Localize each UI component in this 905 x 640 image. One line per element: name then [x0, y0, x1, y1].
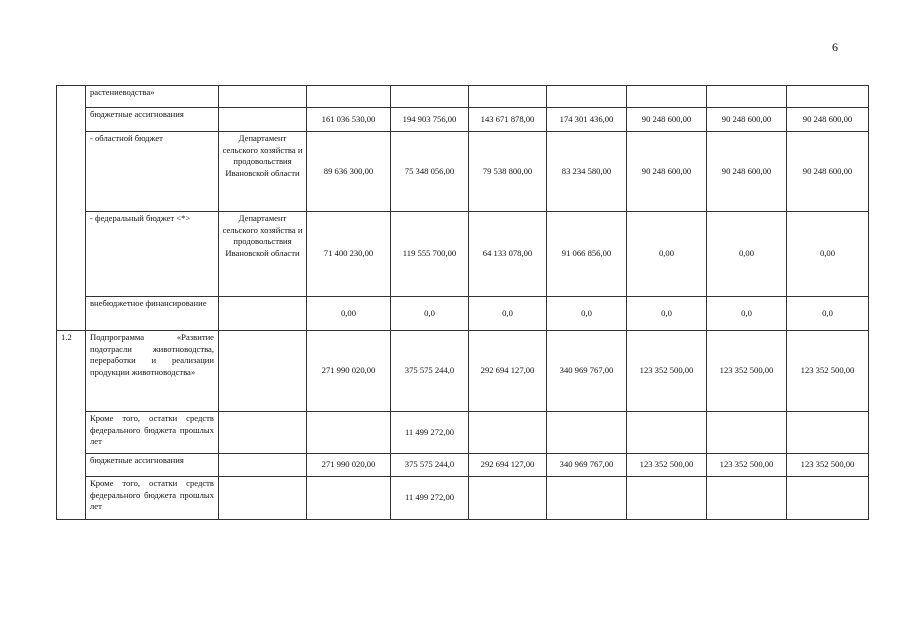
row-name: бюджетные ассигнования: [86, 454, 219, 477]
value-cell: 0,00: [787, 212, 869, 297]
value-cell: [627, 86, 707, 108]
value-cell: [787, 412, 869, 454]
value-cell: 90 248 600,00: [627, 108, 707, 132]
value-cell: [307, 477, 391, 520]
value-cell: 64 133 078,00: [469, 212, 547, 297]
value-cell: 143 671 878,00: [469, 108, 547, 132]
value-cell: 375 575 244,0: [391, 454, 469, 477]
row-executor: Департамент сельского хозяйства и продовольствия Ивановской области: [219, 132, 307, 212]
value-cell: 90 248 600,00: [707, 108, 787, 132]
value-cell: 0,0: [787, 297, 869, 331]
row-name: Кроме того, остатки средств федерального бюджета прошлых лет: [86, 477, 219, 520]
value-cell: [547, 477, 627, 520]
value-cell: 194 903 756,00: [391, 108, 469, 132]
value-cell: 0,0: [627, 297, 707, 331]
value-cell: 0,0: [469, 297, 547, 331]
table-row: [57, 297, 869, 331]
value-cell: [469, 86, 547, 108]
row-name: - федеральный бюджет <*>: [86, 212, 219, 297]
row-executor: [219, 331, 307, 412]
value-cell: 11 499 272,00: [391, 412, 469, 454]
table-row: [57, 331, 869, 412]
table-row: [57, 108, 869, 132]
value-cell: 340 969 767,00: [547, 331, 627, 412]
value-cell: 375 575 244,0: [391, 331, 469, 412]
value-cell: [787, 86, 869, 108]
value-cell: [307, 86, 391, 108]
value-cell: 0,0: [707, 297, 787, 331]
row-executor: [219, 86, 307, 108]
value-cell: 292 694 127,00: [469, 331, 547, 412]
value-cell: 123 352 500,00: [627, 454, 707, 477]
value-cell: [391, 86, 469, 108]
row-name: растениеводства»: [86, 86, 219, 108]
value-cell: [469, 412, 547, 454]
budget-table: [56, 85, 869, 520]
page-number: 6: [832, 40, 838, 54]
row-name: бюджетные ассигнования: [86, 108, 219, 132]
row-executor: [219, 412, 307, 454]
value-cell: 0,00: [307, 297, 391, 331]
value-cell: 123 352 500,00: [707, 454, 787, 477]
value-cell: [707, 477, 787, 520]
value-cell: [787, 477, 869, 520]
table-row: [57, 132, 869, 212]
value-cell: [307, 412, 391, 454]
value-cell: 271 990 020,00: [307, 331, 391, 412]
value-cell: [627, 412, 707, 454]
value-cell: 79 538 800,00: [469, 132, 547, 212]
table-row: [57, 86, 869, 108]
value-cell: 123 352 500,00: [787, 331, 869, 412]
value-cell: [469, 477, 547, 520]
table-row: [57, 454, 869, 477]
value-cell: [707, 412, 787, 454]
value-cell: 75 348 056,00: [391, 132, 469, 212]
row-name: внебюджетное финансирование: [86, 297, 219, 331]
row-name: Подпрограмма «Развитие подотрасли животноводства, переработки и реализации продукции животноводства»: [86, 331, 219, 412]
row-executor: [219, 297, 307, 331]
value-cell: 161 036 530,00: [307, 108, 391, 132]
value-cell: 123 352 500,00: [627, 331, 707, 412]
value-cell: [547, 86, 627, 108]
row-index-cell: [57, 86, 86, 331]
value-cell: 0,00: [707, 212, 787, 297]
value-cell: 90 248 600,00: [787, 108, 869, 132]
value-cell: 119 555 700,00: [391, 212, 469, 297]
value-cell: 0,00: [627, 212, 707, 297]
value-cell: 0,0: [391, 297, 469, 331]
value-cell: 123 352 500,00: [707, 331, 787, 412]
value-cell: 292 694 127,00: [469, 454, 547, 477]
table-row: [57, 477, 869, 520]
value-cell: 91 066 856,00: [547, 212, 627, 297]
value-cell: 174 301 436,00: [547, 108, 627, 132]
row-index-cell: 1.2: [57, 331, 86, 520]
value-cell: 89 636 300,00: [307, 132, 391, 212]
value-cell: 340 969 767,00: [547, 454, 627, 477]
row-executor: [219, 108, 307, 132]
value-cell: 123 352 500,00: [787, 454, 869, 477]
value-cell: [627, 477, 707, 520]
value-cell: 11 499 272,00: [391, 477, 469, 520]
value-cell: 0,0: [547, 297, 627, 331]
value-cell: [707, 86, 787, 108]
row-executor: [219, 454, 307, 477]
row-executor: Департамент сельского хозяйства и продовольствия Ивановской области: [219, 212, 307, 297]
value-cell: 90 248 600,00: [627, 132, 707, 212]
row-executor: [219, 477, 307, 520]
row-name: Кроме того, остатки средств федерального бюджета прошлых лет: [86, 412, 219, 454]
value-cell: 90 248 600,00: [787, 132, 869, 212]
row-name: - областной бюджет: [86, 132, 219, 212]
value-cell: [547, 412, 627, 454]
value-cell: 271 990 020,00: [307, 454, 391, 477]
table-row: [57, 212, 869, 297]
value-cell: 90 248 600,00: [707, 132, 787, 212]
value-cell: 71 400 230,00: [307, 212, 391, 297]
table-row: [57, 412, 869, 454]
value-cell: 83 234 580,00: [547, 132, 627, 212]
